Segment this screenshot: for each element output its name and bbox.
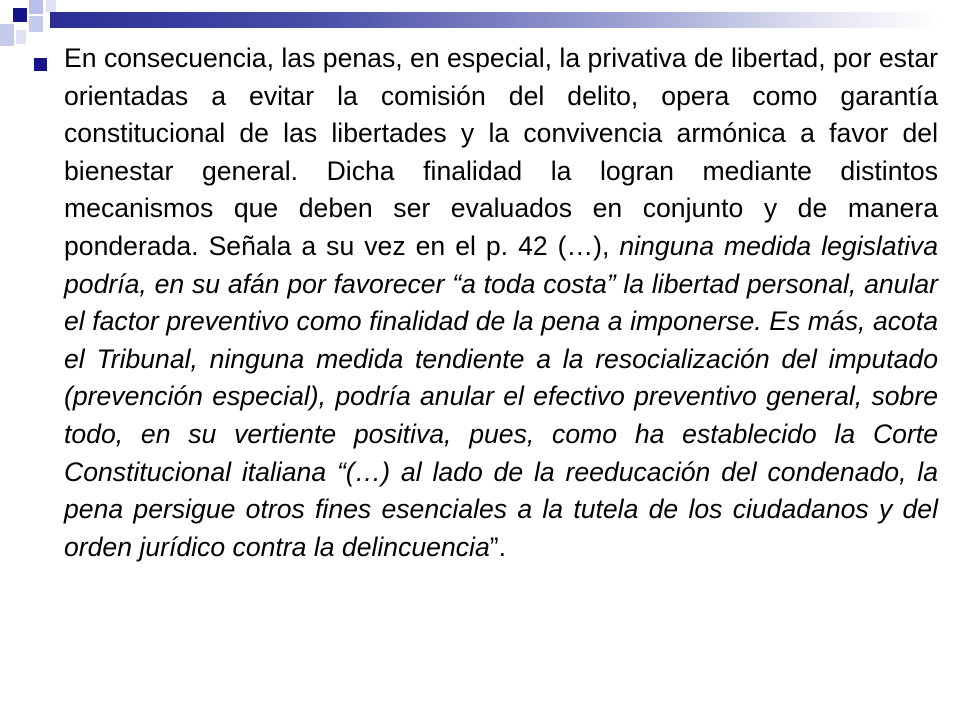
decorative-square [29, 16, 43, 32]
decorative-square [0, 24, 14, 46]
square-bullet-icon [34, 58, 47, 71]
paragraph-quote-italic: ninguna medida legislativa podría, en su afán por favorecer “a toda costa” la libertad personal, anular el factor preventivo como finalidad de la pena a imponerse. Es más, acota el Tribunal, ninguna medida tendiente a la resocialización del imputado (prevención especial), podría anular el efectivo preventivo general, sobre todo, en su vertiente positiva, pues, como ha establecido la Corte Constitucional italiana “(…) al lado de la reeducación del condenado, la pena persigue otros fines esenciales a la tutela de los ciudadanos y del orden jurídico contra la delincuencia [64, 230, 938, 562]
body-paragraph [64, 40, 938, 566]
paragraph-closing: ”. [489, 531, 507, 562]
decorative-square [16, 30, 26, 44]
decorative-square [29, 0, 43, 14]
title-bar-decoration [50, 12, 940, 28]
decorative-square [13, 8, 27, 22]
paragraph-text: En consecuencia, las penas, en especial, la privativa de libertad, por estar orientadas a evitar la comisión del delito, opera como garantía constitucional de las libertades y la convivencia armónica a favor del bienestar general. Dicha finalidad la logran mediante distintos mecanismos que deben ser evaluados en conjunto y de manera ponderada. Señala a su vez en el p. 42 (…), [64, 43, 938, 261]
decorative-square [46, 0, 56, 12]
